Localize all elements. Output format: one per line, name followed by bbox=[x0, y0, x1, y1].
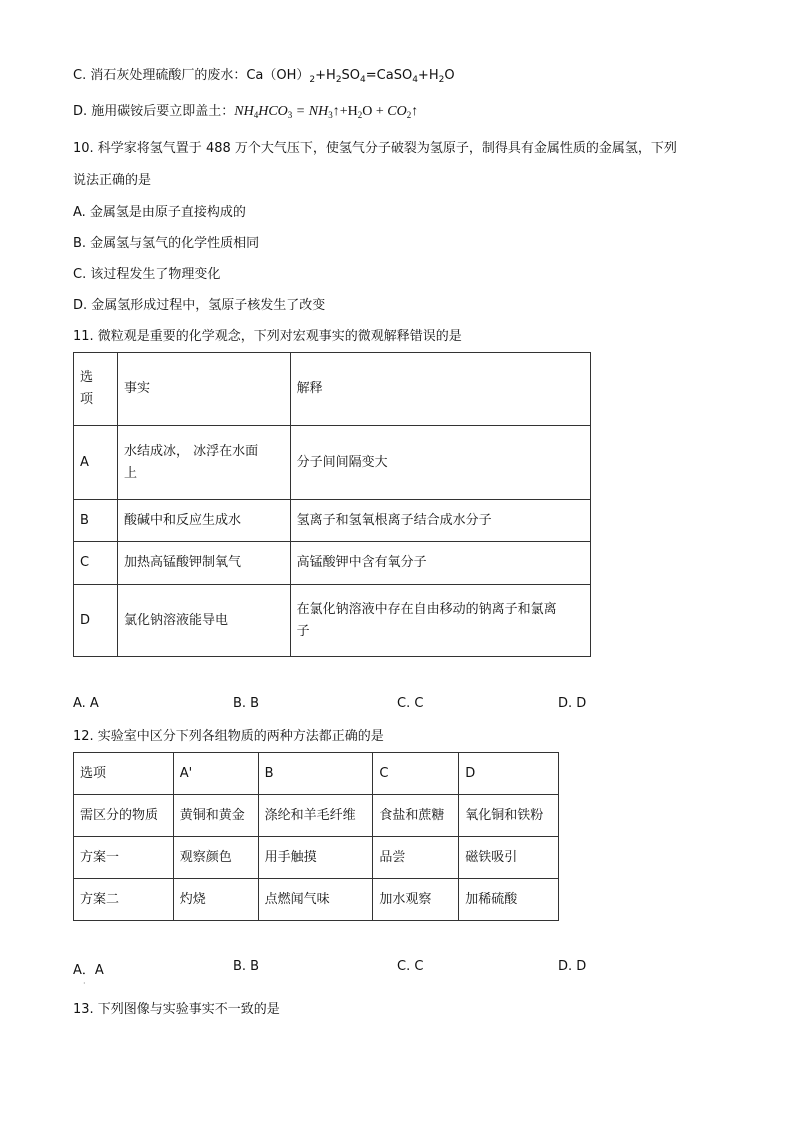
q9-d-text: D. 施用碳铵后要立即盖土： bbox=[73, 104, 235, 119]
row-fact bbox=[117, 426, 290, 500]
cell: 方案一 bbox=[74, 837, 174, 879]
q9-c-sub: 2 bbox=[438, 75, 445, 85]
cell-text: 项 bbox=[80, 392, 94, 407]
answer-option-a[interactable]: A. A bbox=[73, 696, 99, 711]
row-explain: 氢离子和氢氧根离子结合成水分子 bbox=[290, 500, 590, 542]
table-row bbox=[74, 542, 591, 585]
q9-option-d bbox=[73, 103, 418, 124]
formula-part: = NH bbox=[292, 104, 329, 119]
row-explain: 分子间间隔变大 bbox=[290, 426, 590, 500]
header-fact: 事实 bbox=[117, 353, 290, 426]
table-row bbox=[74, 426, 591, 500]
cell-text: 选 bbox=[80, 370, 94, 385]
formula-sub: 2 bbox=[406, 110, 412, 120]
up-arrow-icon: ↑ bbox=[332, 104, 340, 119]
cell: 选项 bbox=[74, 753, 174, 795]
q10-stem-line-1: 10. 科学家将氢气置于 488 万个大气压下，使氢气分子破裂为氢原子，制得具有金属性质的金属氢，下列 bbox=[73, 141, 677, 156]
cell: 氧化铜和铁粉 bbox=[459, 795, 559, 837]
table-row bbox=[74, 795, 559, 837]
q9-c-text: C. 消石灰处理硫酸厂的废水：Ca（OH） bbox=[73, 68, 310, 83]
row-option: C bbox=[74, 542, 118, 585]
table-row bbox=[74, 837, 559, 879]
formula-sub: 3 bbox=[328, 110, 333, 120]
row-fact: 氯化钠溶液能导电 bbox=[117, 585, 290, 657]
row-explain: 高锰酸钾中含有氧分子 bbox=[290, 542, 590, 585]
q10-option-b: B. 金属氢与氢气的化学性质相同 bbox=[73, 236, 260, 251]
cell: 食盐和蔗糖 bbox=[373, 795, 459, 837]
q9-option-c bbox=[73, 67, 455, 89]
q10-stem-line-2: 说法正确的是 bbox=[73, 173, 152, 188]
cell-text: 子 bbox=[296, 623, 310, 639]
cell: 观察颜色 bbox=[173, 837, 258, 879]
table-row bbox=[74, 879, 559, 921]
row-fact: 酸碱中和反应生成水 bbox=[117, 500, 290, 542]
cell: 涤纶和羊毛纤维 bbox=[258, 795, 373, 837]
cell: 加稀硫酸 bbox=[459, 879, 559, 921]
cell: 磁铁吸引 bbox=[459, 837, 559, 879]
formula-sub: 4 bbox=[253, 110, 259, 120]
up-arrow-icon: ↑ bbox=[411, 104, 419, 119]
answer-option-c[interactable]: C. C bbox=[397, 696, 424, 711]
cell: 品尝 bbox=[373, 837, 459, 879]
row-option: D bbox=[74, 585, 118, 657]
formula-sub: 2 bbox=[357, 110, 363, 120]
q9-c-sub: 4 bbox=[412, 75, 418, 85]
q9-d-equation bbox=[234, 104, 418, 119]
answer-option-a[interactable]: A．A bbox=[73, 963, 104, 978]
formula-part: CO bbox=[387, 104, 407, 119]
cell: C bbox=[373, 753, 459, 795]
row-fact: 加热高锰酸钾制氧气 bbox=[117, 542, 290, 585]
q9-c-text: +H bbox=[315, 68, 336, 83]
q9-c-text: SO bbox=[341, 68, 361, 83]
row-option: B bbox=[74, 500, 118, 542]
q12-table bbox=[73, 752, 559, 921]
q9-c-sub: 2 bbox=[335, 75, 342, 85]
formula-part: O + bbox=[362, 104, 388, 119]
cell: A' bbox=[173, 753, 258, 795]
formula-part: HCO bbox=[258, 104, 288, 119]
header-option bbox=[74, 353, 118, 426]
row-explain bbox=[290, 585, 590, 657]
formula-sub: 3 bbox=[287, 110, 293, 120]
cell-text: 水结成冰， 冰浮在水面 bbox=[123, 443, 259, 459]
cell: 点燃闻气味 bbox=[258, 879, 373, 921]
q13-stem: 13. 下列图像与实验事实不一致的是 bbox=[73, 1002, 280, 1017]
cell: 黄铜和黄金 bbox=[173, 795, 258, 837]
formula-part: +H bbox=[339, 104, 358, 119]
q11-answer-options bbox=[73, 696, 633, 714]
row-option: A bbox=[74, 426, 118, 500]
q11-stem: 11. 微粒观是重要的化学观念，下列对宏观事实的微观解释错误的是 bbox=[73, 329, 462, 344]
stray-dot: · bbox=[83, 979, 86, 988]
cell: B bbox=[258, 753, 373, 795]
answer-option-b[interactable]: B. B bbox=[233, 959, 260, 974]
q11-table bbox=[73, 352, 591, 657]
cell-text: 在氯化钠溶液中存在自由移动的钠离子和氯离 bbox=[296, 601, 557, 617]
cell: D bbox=[459, 753, 559, 795]
q9-c-sub: 2 bbox=[309, 75, 316, 85]
answer-option-d[interactable]: D. D bbox=[558, 696, 587, 711]
q12-answer-options bbox=[73, 959, 633, 977]
cell-text: 上 bbox=[123, 465, 137, 481]
q12-stem: 12. 实验室中区分下列各组物质的两种方法都正确的是 bbox=[73, 729, 384, 744]
formula-part: NH bbox=[234, 104, 254, 119]
cell: 方案二 bbox=[74, 879, 174, 921]
q9-c-sub: 4 bbox=[360, 75, 366, 85]
answer-option-d[interactable]: D. D bbox=[558, 959, 587, 974]
cell: 需区分的物质 bbox=[74, 795, 174, 837]
q9-c-text: +H bbox=[417, 68, 439, 83]
table-row bbox=[74, 500, 591, 542]
answer-option-c[interactable]: C. C bbox=[397, 959, 424, 974]
table-header-row bbox=[74, 753, 559, 795]
answer-option-b[interactable]: B. B bbox=[233, 696, 260, 711]
table-header-row bbox=[74, 353, 591, 426]
q10-option-a: A. 金属氢是由原子直接构成的 bbox=[73, 205, 246, 220]
header-explain: 解释 bbox=[290, 353, 590, 426]
q9-c-text: O bbox=[444, 68, 455, 83]
cell: 加水观察 bbox=[373, 879, 459, 921]
table-row bbox=[74, 585, 591, 657]
q10-option-d: D. 金属氢形成过程中，氢原子核发生了改变 bbox=[73, 298, 326, 313]
q9-c-text: =CaSO bbox=[365, 68, 413, 83]
cell: 灼烧 bbox=[173, 879, 258, 921]
q10-option-c: C. 该过程发生了物理变化 bbox=[73, 267, 221, 282]
cell: 用手触摸 bbox=[258, 837, 373, 879]
